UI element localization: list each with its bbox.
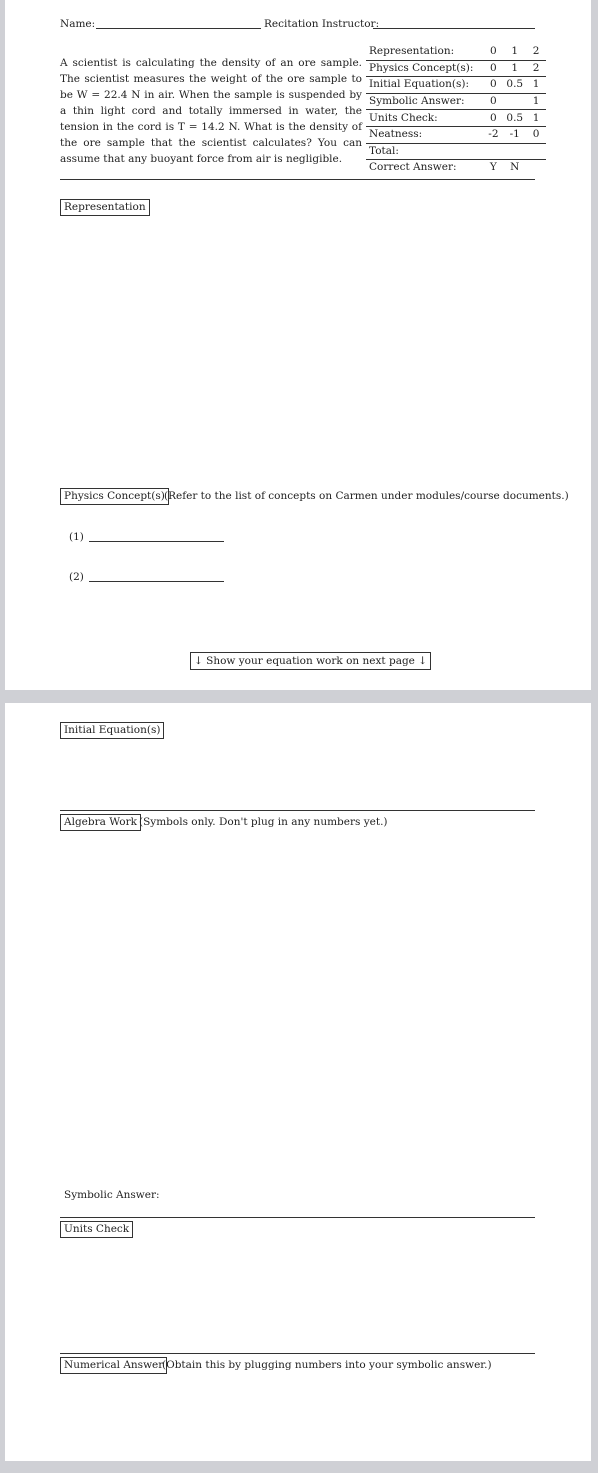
units-check-divider [60, 1353, 535, 1354]
symbolic-answer-divider [60, 1217, 535, 1218]
rubric-score-option: 1 [526, 93, 546, 110]
instructor-label: Recitation Instructor: [264, 18, 380, 30]
name-field[interactable] [96, 28, 261, 29]
concept-1-field[interactable] [89, 541, 224, 542]
rubric-score-option: 0 [483, 110, 503, 127]
rubric-score-option: 2 [526, 44, 546, 60]
rubric-row-label: Symbolic Answer: [366, 93, 483, 110]
rubric-row-label: Physics Concept(s): [366, 60, 483, 77]
rubric-score-option: 0.5 [503, 77, 526, 94]
rubric-row-label: Initial Equation(s): [366, 77, 483, 94]
rubric-row [366, 126, 546, 143]
rubric-score-option: N [510, 161, 520, 174]
numerical-answer-note: (Obtain this by plugging numbers into your symbolic answer.) [162, 1359, 492, 1371]
rubric-row-label: Units Check: [366, 110, 483, 127]
concept-2-field[interactable] [89, 581, 224, 582]
rubric-score-option: 0.5 [503, 110, 526, 127]
rubric-score-option: -2 [483, 126, 503, 143]
algebra-work-section-label: Algebra Work [60, 814, 141, 831]
rubric-score-option [483, 143, 503, 160]
rubric-score-option: 0 [483, 93, 503, 110]
representation-section-label: Representation [60, 199, 150, 216]
rubric-score-option: 1 [503, 60, 526, 77]
rubric-row [366, 160, 546, 176]
rubric-row-label: Correct Answer: [369, 161, 457, 174]
symbolic-answer-label: Symbolic Answer: [64, 1189, 160, 1201]
rubric-row-label: Neatness: [366, 126, 483, 143]
problem-statement: A scientist is calculating the density of an ore sample. The scientist measures the weight of the ore sample to be W = 22.4 N in air. When the sample is suspended by a thin light cord and totally immersed in water, the tension in the cord is T = 14.2 N. What is the density of the ore sample that the scientist calculates? You can assume that any buoyant force from air is negligible. [60, 57, 362, 165]
rubric-score-option: 1 [503, 44, 526, 60]
rubric-row [366, 110, 546, 127]
rubric-score-option: 1 [526, 110, 546, 127]
numerical-answer-section-label: Numerical Answer [60, 1357, 167, 1374]
rubric-score-option: 0 [483, 60, 503, 77]
rubric-row [366, 143, 546, 160]
concept-1-label: (1) [69, 531, 84, 543]
rubric-score-option: 0 [483, 44, 503, 60]
rubric-row-label: Representation: [366, 44, 483, 60]
rubric-score-option [526, 160, 546, 176]
rubric-row [366, 60, 546, 77]
physics-concepts-section-label: Physics Concept(s) [60, 488, 169, 505]
initial-equations-divider [60, 810, 535, 811]
header-divider [60, 179, 535, 180]
name-label: Name: [60, 18, 96, 30]
rubric-score-option: 2 [526, 60, 546, 77]
concept-2-label: (2) [69, 571, 84, 583]
rubric-score-option: Y [489, 161, 497, 174]
units-check-section-label: Units Check [60, 1221, 133, 1238]
rubric-score-option: 1 [526, 77, 546, 94]
grading-rubric [366, 44, 546, 176]
instructor-field[interactable] [373, 28, 535, 29]
rubric-score-option: 0 [526, 126, 546, 143]
worksheet-page-1 [5, 0, 591, 690]
worksheet-page-2 [5, 703, 591, 1461]
algebra-work-note: (Symbols only. Don't plug in any numbers yet.) [139, 816, 388, 828]
initial-equations-section-label: Initial Equation(s) [60, 722, 164, 739]
rubric-score-option [503, 143, 526, 160]
rubric-row [366, 77, 546, 94]
physics-concepts-note: (Refer to the list of concepts on Carmen under modules/course documents.) [164, 490, 569, 502]
rubric-row [366, 93, 546, 110]
rubric-score-option [503, 93, 526, 110]
rubric-score-option: 0 [483, 77, 503, 94]
next-page-note: ↓ Show your equation work on next page ↓ [190, 652, 431, 670]
rubric-row-label: Total: [366, 143, 483, 160]
rubric-score-option [526, 143, 546, 160]
rubric-row [366, 44, 546, 60]
rubric-score-option: -1 [503, 126, 526, 143]
